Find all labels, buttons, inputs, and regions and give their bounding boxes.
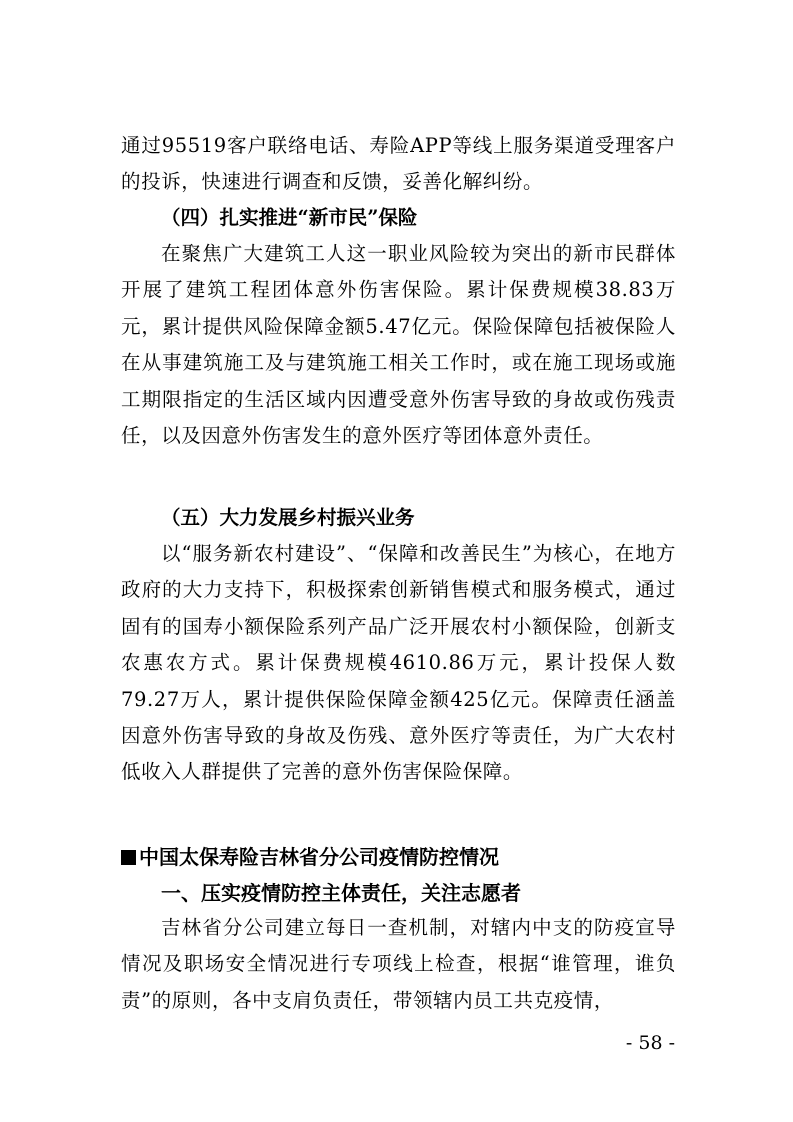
section-subheading: 一、压实疫情防控主体责任，关注志愿者 [161,881,521,905]
square-bullet-icon [121,850,136,865]
paragraph-rural-micro-insurance: 以“服务新农村建设”、“保障和改善民生”为核心，在地方政府的大力支持下，积极探索创新销售模式和服务模式，通过固有的国寿小额保险系列产品广泛开展农村小额保险，创新支农惠农方式。累计保费规模4610.86万元，累计投保人数79.27万人，累计提供保险保障金额425亿元。保障责任涵盖因意外伤害导致的身故及伤残、意外医疗等责任，为广大农村低收入人群提供了完善的意外伤害保险保障。 [121,542,676,784]
page-number-text: - 58 - [625,1032,675,1054]
paragraph-complaint-channels: 通过95519客户联络电话、寿险APP等线上服务渠道受理客户的投诉，快速进行调查和反馈，妥善化解纠纷。 [121,134,676,194]
section-heading-text: 中国太保寿险吉林省分公司疫情防控情况 [139,845,499,869]
paragraph-epidemic-control: 吉林省分公司建立每日一查机制，对辖内中支的防疫宣导情况及职场安全情况进行专项线上检查，根据“谁管理，谁负责”的原则，各中支肩负责任，带领辖内员工共克疫情， [121,916,676,1012]
subheading-new-citizen-insurance: （四）扎实推进“新市民”保险 [161,206,418,229]
paragraph-construction-insurance: 在聚焦广大建筑工人这一职业风险较为突出的新市民群体开展了建筑工程团体意外伤害保险。累计保费规模38.83万元，累计提供风险保障金额5.47亿元。保险保障包括被保险人在从事建筑施工及与建筑施工相关工作时，或在施工现场或施工期限指定的生活区域内因遭受意外伤害导致的身故或伤残责任，以及因意外伤害发生的意外医疗等团体意外责任。 [121,242,676,448]
section-heading [121,840,499,874]
subheading-rural-revitalization: （五）大力发展乡村振兴业务 [161,506,415,529]
